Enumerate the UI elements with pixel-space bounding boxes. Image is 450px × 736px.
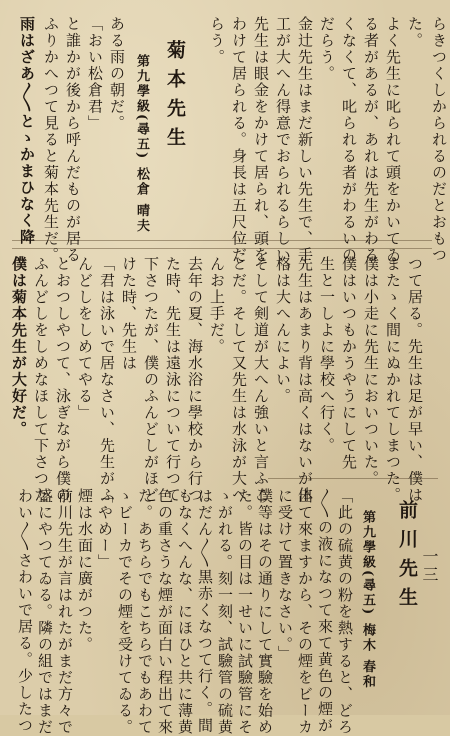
maekawa-line: ゝがれる。刻一刻、試驗管の硫黄 [216,488,234,736]
maekawa-line: 盛にやつてゐる。隣の組ではまだ [36,488,54,736]
maekawa-line: 前川先生が言はれたがまだ方々で [56,488,74,736]
continuation-line: そして剣道が大へん強いと言ふこ [252,256,270,504]
story-line: 先生は眼金をかけて居られ、頭を [252,16,270,264]
story-line: 工が大へん得意でおられるらしい。 [274,16,292,280]
maekawa-line: に受けて置きなさい。」 [276,488,294,662]
article-title-maekawa: 前川先生 [396,500,418,616]
maekawa-line: 〱の液になつて來て黄色の煙が [316,488,334,734]
maekawa-line: もなくへんな、にほひと共に薄黄 [176,488,194,736]
story-line: らう。 [208,16,226,66]
maekawa-line: 僕等はその通りにして實驗を始め [256,488,274,736]
story-line: だらう。 [318,16,336,82]
continuation-line: けた時、先生は [120,256,138,372]
continuation-line: 「君は泳いで居なさい、先生がふ [98,256,116,504]
kikumoto-line: と誰かが後から呼んだものが居る [64,16,82,264]
continuation-line: つて居る。先生は足が早い、僕は [406,256,424,504]
maekawa-line: た。皆の目は一せいに試驗管にそ [236,488,254,736]
kikumoto-line: ふりかへつて見ると菊本先生だ。 [42,16,60,264]
story-line: る者があるが、あれは先生がわる [362,16,380,264]
continuation-line: 僕は菊本先生が大好だ。 [10,256,28,438]
continuation-line: んお上手だ。 [208,256,226,355]
maekawa-line: 出て來ますから、その煙をビーカ [296,488,314,736]
continuation-line: 生と一しよに學校へ行く。 [318,256,336,454]
story-line: 金辻先生はまだ新しい先生で、手 [296,16,314,264]
maekawa-line: わい〱さわいで居る。少したつ [16,488,34,734]
continuation-line: 下さつたが、僕のふんどしがほど [142,256,160,504]
page-number: 一三 [420,548,439,584]
article-byline-kikumoto: 第九學級(尋五) 松倉 晴夫 [134,54,149,234]
continuation-line: んどしをしめてやる」 [76,256,94,421]
story-line: わけて居られる。身長は五尺位だ [230,16,248,264]
continuation-line: 僕はいつもかうやうにして先 [340,256,358,471]
story-line: くなくて、叱られる者がわるいの [340,16,358,264]
continuation-line: またゝく間にぬかれてしまつた。 [384,256,402,504]
story-first-line: らきつくしかられるのだとおもつ [430,16,448,264]
maekawa-line: 色の重さうな煙が面白い程出て來 [156,488,174,736]
maekawa-line: 「やめー」 [96,488,114,571]
maekawa-line: ゝビーカでその煙を受けてゐる。 [116,488,134,736]
continuation-line: た時、先生は遠泳について行つて [164,256,182,504]
maekawa-line: 「此の硫黄の粉を熱すると、どろ [336,488,354,736]
maekawa-line: はだん〱黒赤くなつて行く。間 [196,488,214,734]
continuation-line: とだ。そして又先生は水泳が大へ [230,256,248,504]
kikumoto-line: ある雨の朝だ。 [108,16,126,132]
story-line: よく先生に叱られて頭をかいてゐ [384,16,402,264]
article-title-kikumoto: 菊本先生 [164,40,186,156]
maekawa-line: た。あちらでもこちらでもあわて [136,488,154,736]
kikumoto-line: 雨はざあ〱とゝかまひなく降 [18,16,36,246]
maekawa-line: 煙は水面に廣がつた。 [76,488,94,653]
story-line: た。 [406,16,424,49]
continuation-line: 格は大へんによい。 [274,256,292,405]
article-byline-maekawa: 第九學級(尋五) 梅木 春和 [360,510,375,690]
continuation-line: 僕は小走に先生においついた。 [362,256,380,487]
continuation-line: 先生はあまり背は高くはないが体 [296,256,314,504]
continuation-line: ふんどしをしめなほして下さつた [32,256,50,504]
continuation-line: とおつしやつて、泳ぎながら僕の [54,256,72,504]
continuation-line: 去年の夏、海水浴に學校から行つ [186,256,204,504]
kikumoto-line: 「おい松倉君」 [86,16,104,132]
